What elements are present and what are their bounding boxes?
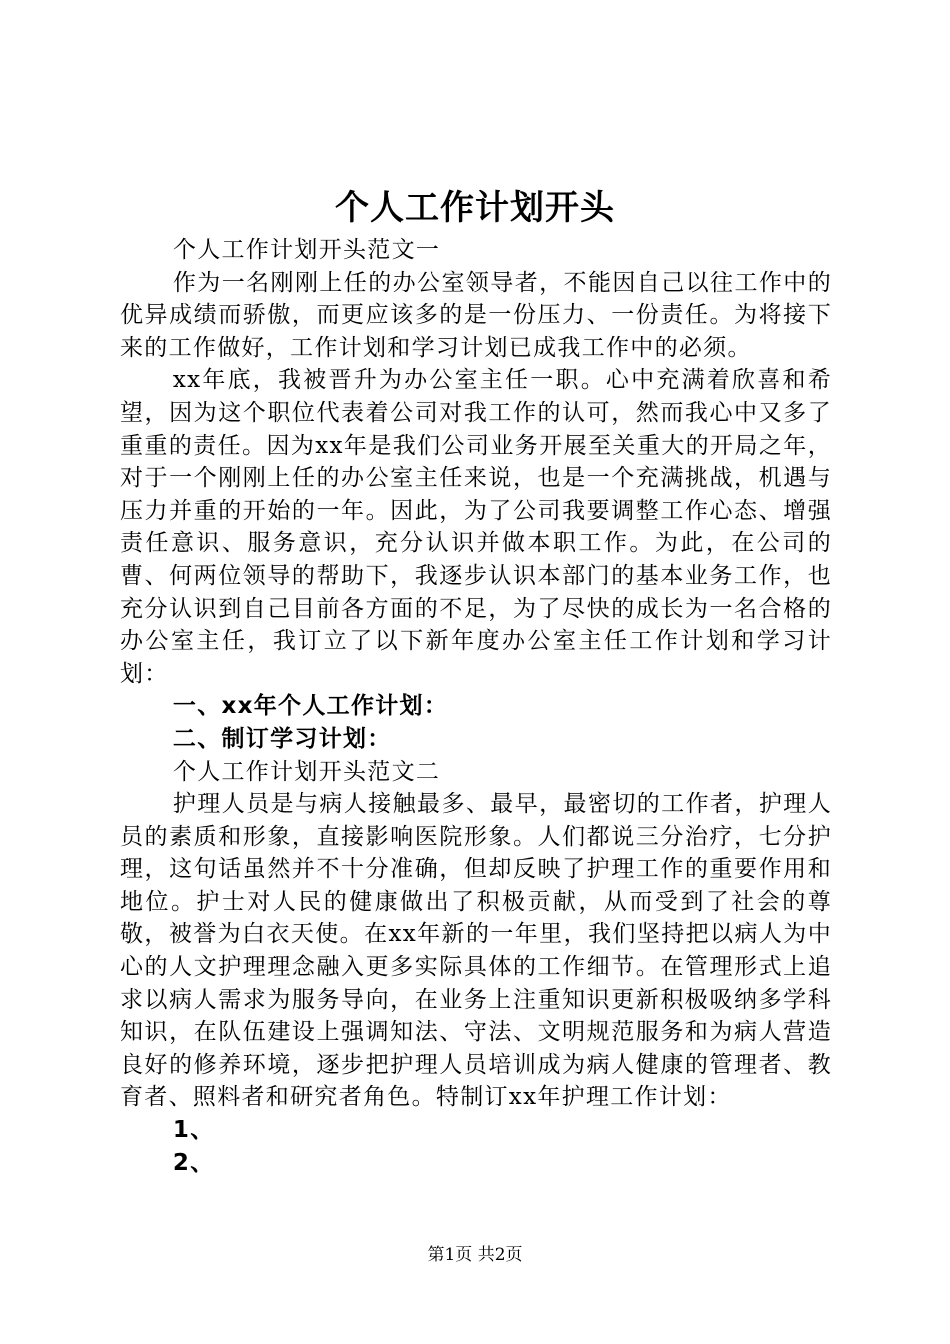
list-item-2: 2、 xyxy=(172,1149,215,1176)
paragraph: 护理人员是与病人接触最多、最早，最密切的工作者，护理人员的素质和形象，直接影响医院形象。人们都说三分治疗，七分护理，这句话虽然并不十分准确，但却反映了护理工作的重要作用和地位。护士对人民的健康做出了积极贡献，从而受到了社会的尊敬，被誉为白衣天使。在xx年新的一年里，我们坚持把以病人为中心的人文护理理念融入更多实际具体的工作细节。在管理形式上追求以病人需求为服务导向，在业务上注重知识更新积极吸纳多学科知识，在队伍建设上强调知法、守法、文明规范服务和为病人营造良好的修养环境，逐步把护理人员培训成为病人健康的管理者、教育者、照料者和研究者角色。特制订xx年护理工作计划： xyxy=(120,791,832,1111)
paragraph: xx年底，我被晋升为办公室主任一职。心中充满着欣喜和希望，因为这个职位代表着公司对我工作的认可，然而我心中又多了重重的责任。因为xx年是我们公司业务开展至关重大的开局之年，对于一个刚刚上任的办公室主任来说，也是一个充满挑战，机遇与压力并重的开始的一年。因此，为了公司我要调整工作心态、增强责任意识、服务意识，充分认识并做本职工作。为此，在公司的曹、何两位领导的帮助下，我逐步认识本部门的基本业务工作，也充分认识到自己目前各方面的不足，为了尽快的成长为一名合格的办公室主任，我订立了以下新年度办公室主任工作计划和学习计划： xyxy=(120,367,832,687)
list-item-1: 1、 xyxy=(172,1117,215,1144)
document-body xyxy=(120,234,832,1179)
page-footer: 第1页 共2页 xyxy=(427,1245,523,1265)
section-heading-work-plan: 一、xx年个人工作计划： xyxy=(172,693,449,720)
document-title: 个人工作计划开头 xyxy=(335,188,615,228)
paragraph: 作为一名刚刚上任的办公室领导者，不能因自己以往工作中的优异成绩而骄傲，而更应该多的是一份压力、一份责任。为将接下来的工作做好，工作计划和学习计划已成我工作中的必须。 xyxy=(120,269,832,361)
section-heading-study-plan: 二、制订学习计划： xyxy=(172,725,392,752)
paragraph-heading-sample-1: 个人工作计划开头范文一 xyxy=(172,237,441,263)
paragraph-heading-sample-2: 个人工作计划开头范文二 xyxy=(172,758,441,785)
